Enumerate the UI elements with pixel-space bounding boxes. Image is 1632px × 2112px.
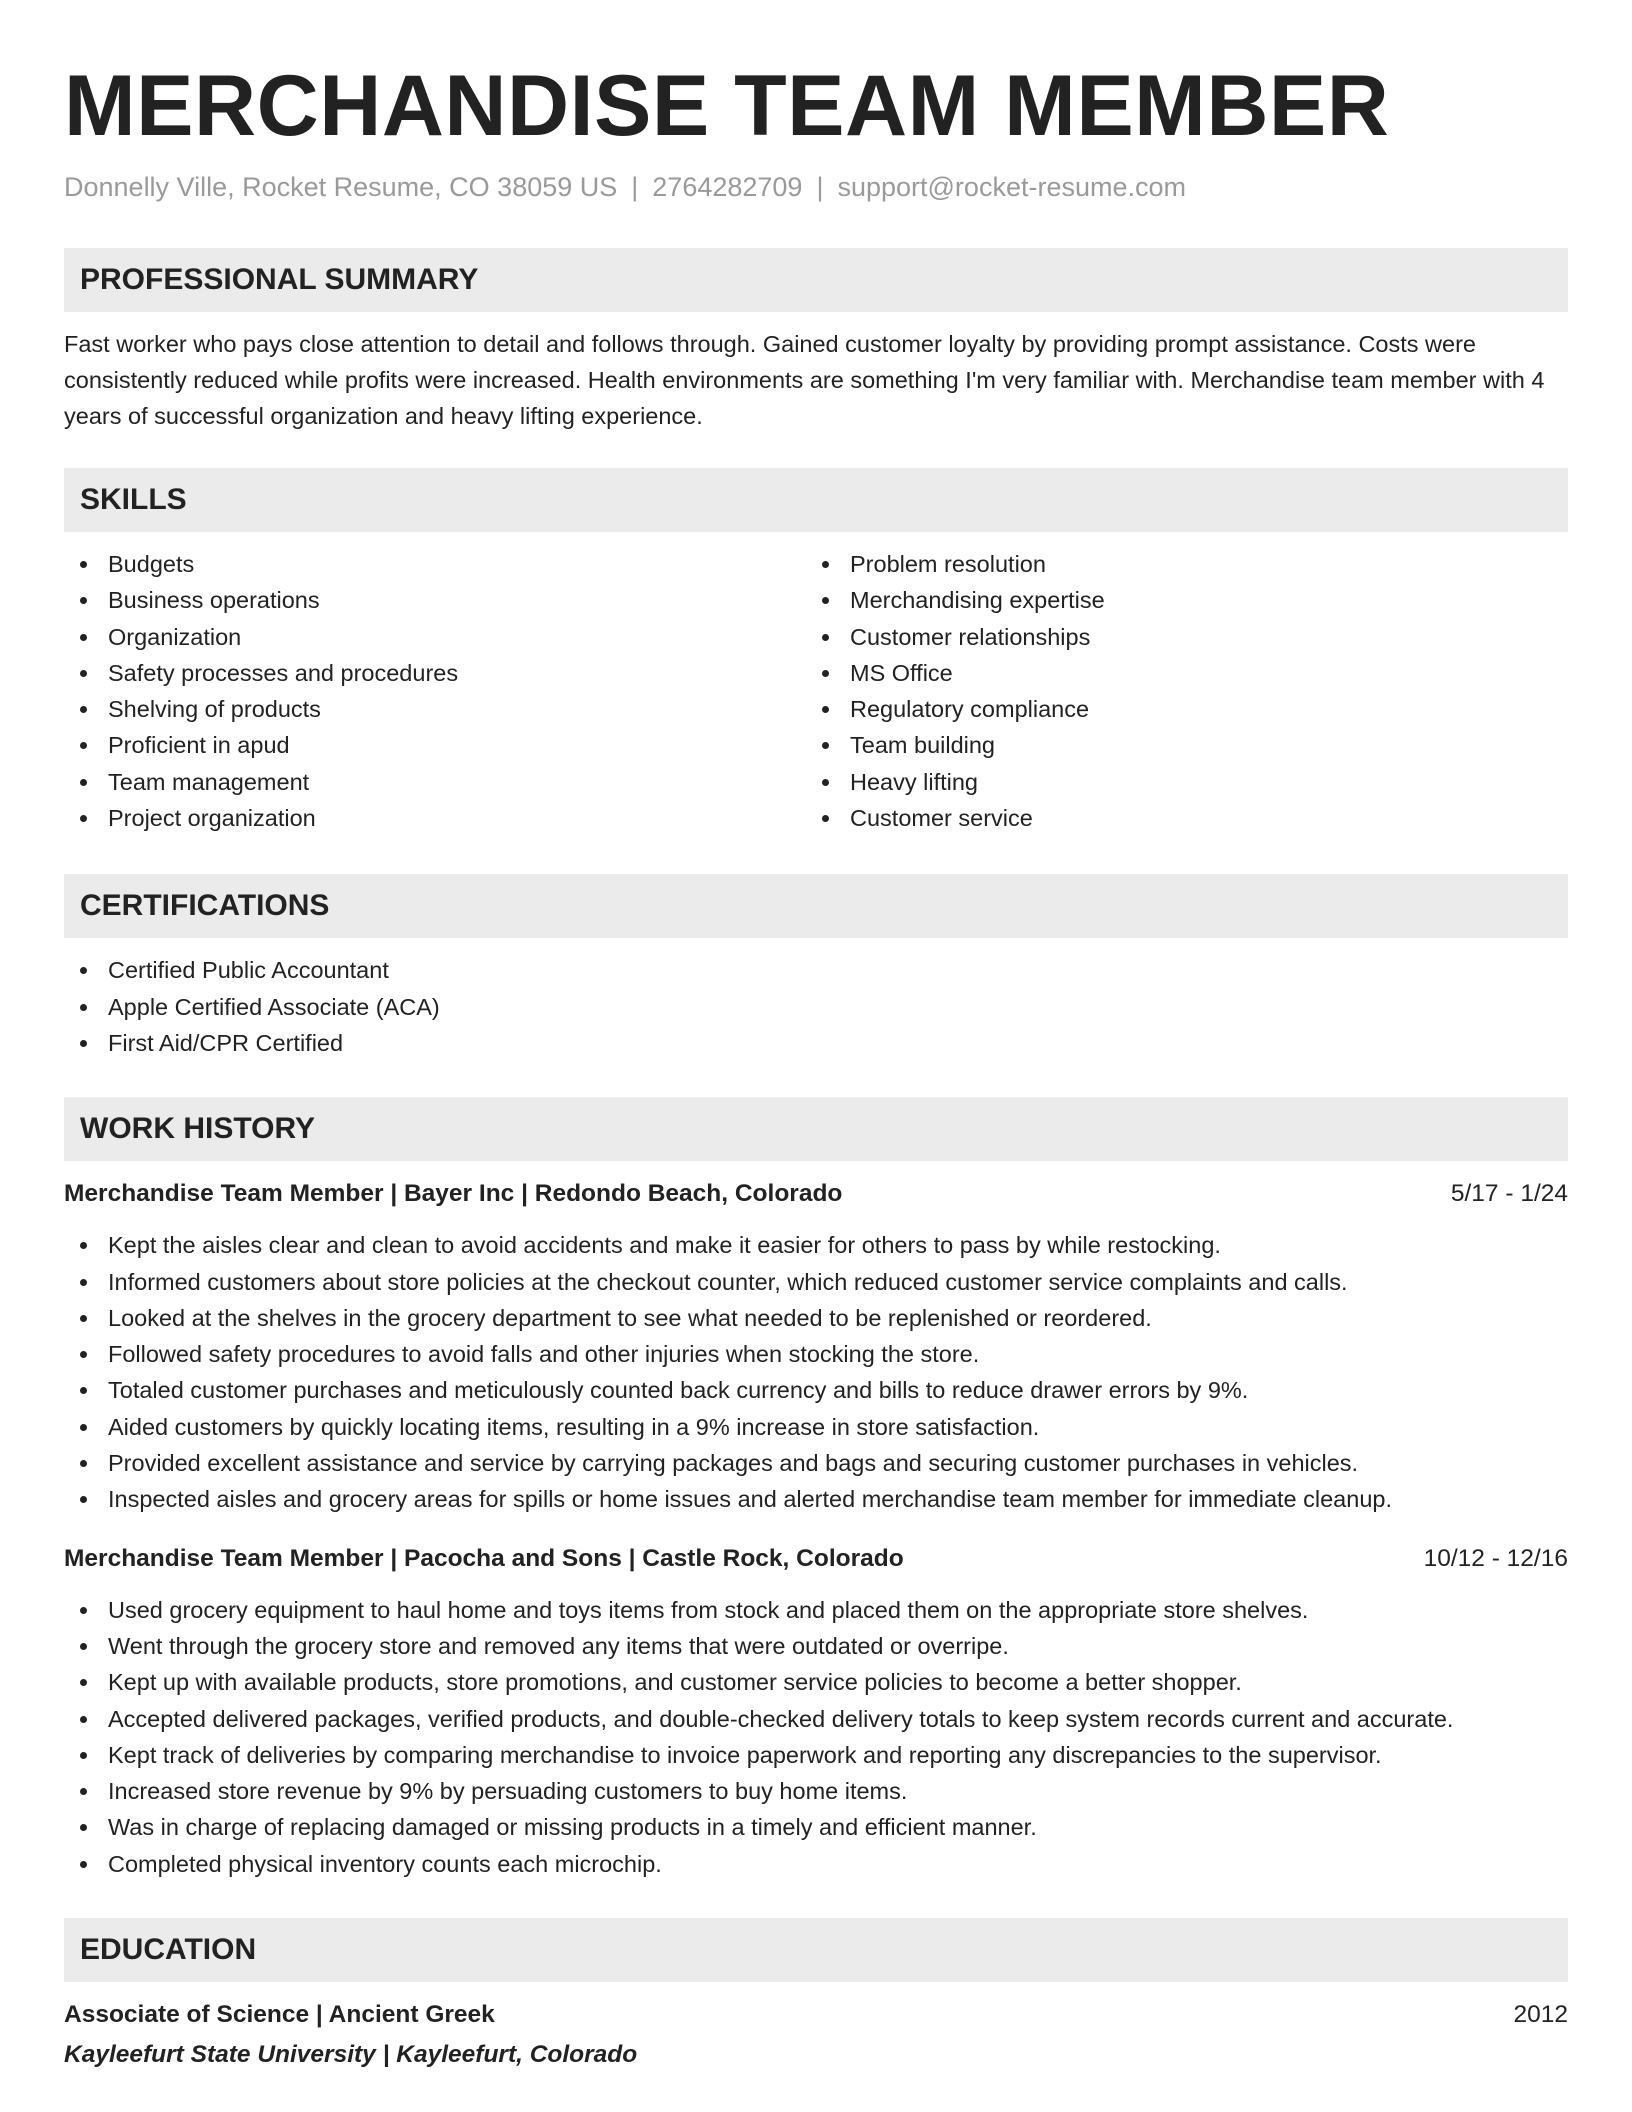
certification-item: Certified Public Accountant bbox=[64, 952, 1568, 988]
job-bullet: Accepted delivered packages, verified products, and double-checked delivery totals to keep system records current and accurate. bbox=[64, 1701, 1568, 1737]
job-bullet: Went through the grocery store and removed any items that were outdated or overripe. bbox=[64, 1628, 1568, 1664]
resume-name: MERCHANDISE TEAM MEMBER bbox=[64, 58, 1390, 154]
skill-item: Regulatory compliance bbox=[806, 691, 1548, 727]
work-history-section bbox=[64, 1097, 1568, 1882]
skill-item: MS Office bbox=[806, 655, 1548, 691]
contact-separator: | bbox=[631, 172, 639, 202]
job-bullet: Inspected aisles and grocery areas for spills or home issues and alerted merchandise team member for immediate cleanup. bbox=[64, 1481, 1568, 1517]
education-school: Kayleefurt State University | Kayleefurt, Colorado bbox=[64, 2041, 638, 2069]
certification-item: First Aid/CPR Certified bbox=[64, 1025, 1568, 1061]
job-bullet: Followed safety procedures to avoid falls and other injuries when stocking the store. bbox=[64, 1336, 1568, 1372]
skills-section bbox=[64, 468, 1568, 836]
job-bullet: Totaled customer purchases and meticulously counted back currency and bills to reduce drawer errors by 9%. bbox=[64, 1372, 1568, 1408]
skill-item: Organization bbox=[64, 619, 806, 655]
skill-item: Shelving of products bbox=[64, 691, 806, 727]
contact-line bbox=[64, 170, 1568, 204]
education-header bbox=[64, 1998, 1568, 2032]
skills-columns bbox=[64, 546, 1568, 836]
job-dates: 10/12 - 12/16 bbox=[1423, 1544, 1568, 1572]
job-bullets bbox=[64, 1592, 1568, 1882]
job-bullet: Kept up with available products, store promotions, and customer service policies to become a better shopper. bbox=[64, 1664, 1568, 1700]
education-heading: EDUCATION bbox=[64, 1918, 1568, 1982]
contact-phone: 2764282709 bbox=[652, 172, 803, 202]
certifications-section bbox=[64, 874, 1568, 1061]
skills-list-left bbox=[64, 546, 806, 836]
skill-item: Proficient in apud bbox=[64, 727, 806, 763]
summary-text: Fast worker who pays close attention to detail and follows through. Gained customer loyalty by providing prompt assistance. Costs were consistently reduced while profits were increased. Health environments are something I'm very familiar with. Merchandise team member with 4 years of successful organization and heavy lifting experience. bbox=[64, 331, 1545, 429]
skill-item: Budgets bbox=[64, 546, 806, 582]
job-bullet: Used grocery equipment to haul home and toys items from stock and placed them on the appropriate store shelves. bbox=[64, 1592, 1568, 1628]
summary-heading: PROFESSIONAL SUMMARY bbox=[64, 248, 1568, 312]
job-bullet: Provided excellent assistance and service by carrying packages and bags and securing customer purchases in vehicles. bbox=[64, 1445, 1568, 1481]
skills-list-right bbox=[806, 546, 1548, 836]
skills-heading: SKILLS bbox=[64, 468, 1568, 532]
certifications-list bbox=[64, 952, 1568, 1061]
contact-address: Donnelly Ville, Rocket Resume, CO 38059 US bbox=[64, 172, 618, 202]
skill-item: Customer relationships bbox=[806, 619, 1548, 655]
job-bullet: Kept track of deliveries by comparing merchandise to invoice paperwork and reporting any discrepancies to the supervisor. bbox=[64, 1737, 1568, 1773]
skill-item: Problem resolution bbox=[806, 546, 1548, 582]
job-header bbox=[64, 1177, 1568, 1211]
job-bullet: Aided customers by quickly locating items, resulting in a 9% increase in store satisfaction. bbox=[64, 1409, 1568, 1445]
job-dates: 5/17 - 1/24 bbox=[1450, 1180, 1568, 1208]
skill-item: Safety processes and procedures bbox=[64, 655, 806, 691]
job-bullet: Was in charge of replacing damaged or missing products in a timely and efficient manner. bbox=[64, 1809, 1568, 1845]
skill-item: Merchandising expertise bbox=[806, 582, 1548, 618]
job-bullet: Kept the aisles clear and clean to avoid accidents and make it easier for others to pass by while restocking. bbox=[64, 1227, 1568, 1263]
skill-item: Team building bbox=[806, 727, 1548, 763]
contact-email: support@rocket-resume.com bbox=[837, 172, 1186, 202]
resume-page bbox=[64, 0, 1568, 2072]
education-degree: Associate of Science | Ancient Greek bbox=[64, 2001, 495, 2029]
skill-item: Heavy lifting bbox=[806, 764, 1548, 800]
work-history-heading: WORK HISTORY bbox=[64, 1097, 1568, 1161]
skill-item: Team management bbox=[64, 764, 806, 800]
job-bullet: Completed physical inventory counts each microchip. bbox=[64, 1846, 1568, 1882]
job-bullet: Increased store revenue by 9% by persuading customers to buy home items. bbox=[64, 1773, 1568, 1809]
education-section bbox=[64, 1918, 1568, 2072]
job-header bbox=[64, 1542, 1568, 1576]
summary-section bbox=[64, 248, 1568, 434]
job-entry bbox=[64, 1177, 1568, 1517]
skill-item: Customer service bbox=[806, 800, 1548, 836]
skill-item: Business operations bbox=[64, 582, 806, 618]
skill-item: Project organization bbox=[64, 800, 806, 836]
contact-separator: | bbox=[816, 172, 824, 202]
job-bullet: Looked at the shelves in the grocery department to see what needed to be replenished or reordered. bbox=[64, 1300, 1568, 1336]
job-bullet: Informed customers about store policies at the checkout counter, which reduced customer service complaints and calls. bbox=[64, 1264, 1568, 1300]
certifications-heading: CERTIFICATIONS bbox=[64, 874, 1568, 938]
education-year: 2012 bbox=[1513, 2001, 1568, 2029]
job-title: Merchandise Team Member | Pacocha and Sons | Castle Rock, Colorado bbox=[64, 1544, 904, 1572]
certification-item: Apple Certified Associate (ACA) bbox=[64, 989, 1568, 1025]
job-bullets bbox=[64, 1227, 1568, 1517]
job-title: Merchandise Team Member | Bayer Inc | Redondo Beach, Colorado bbox=[64, 1180, 843, 1208]
job-entry bbox=[64, 1542, 1568, 1882]
